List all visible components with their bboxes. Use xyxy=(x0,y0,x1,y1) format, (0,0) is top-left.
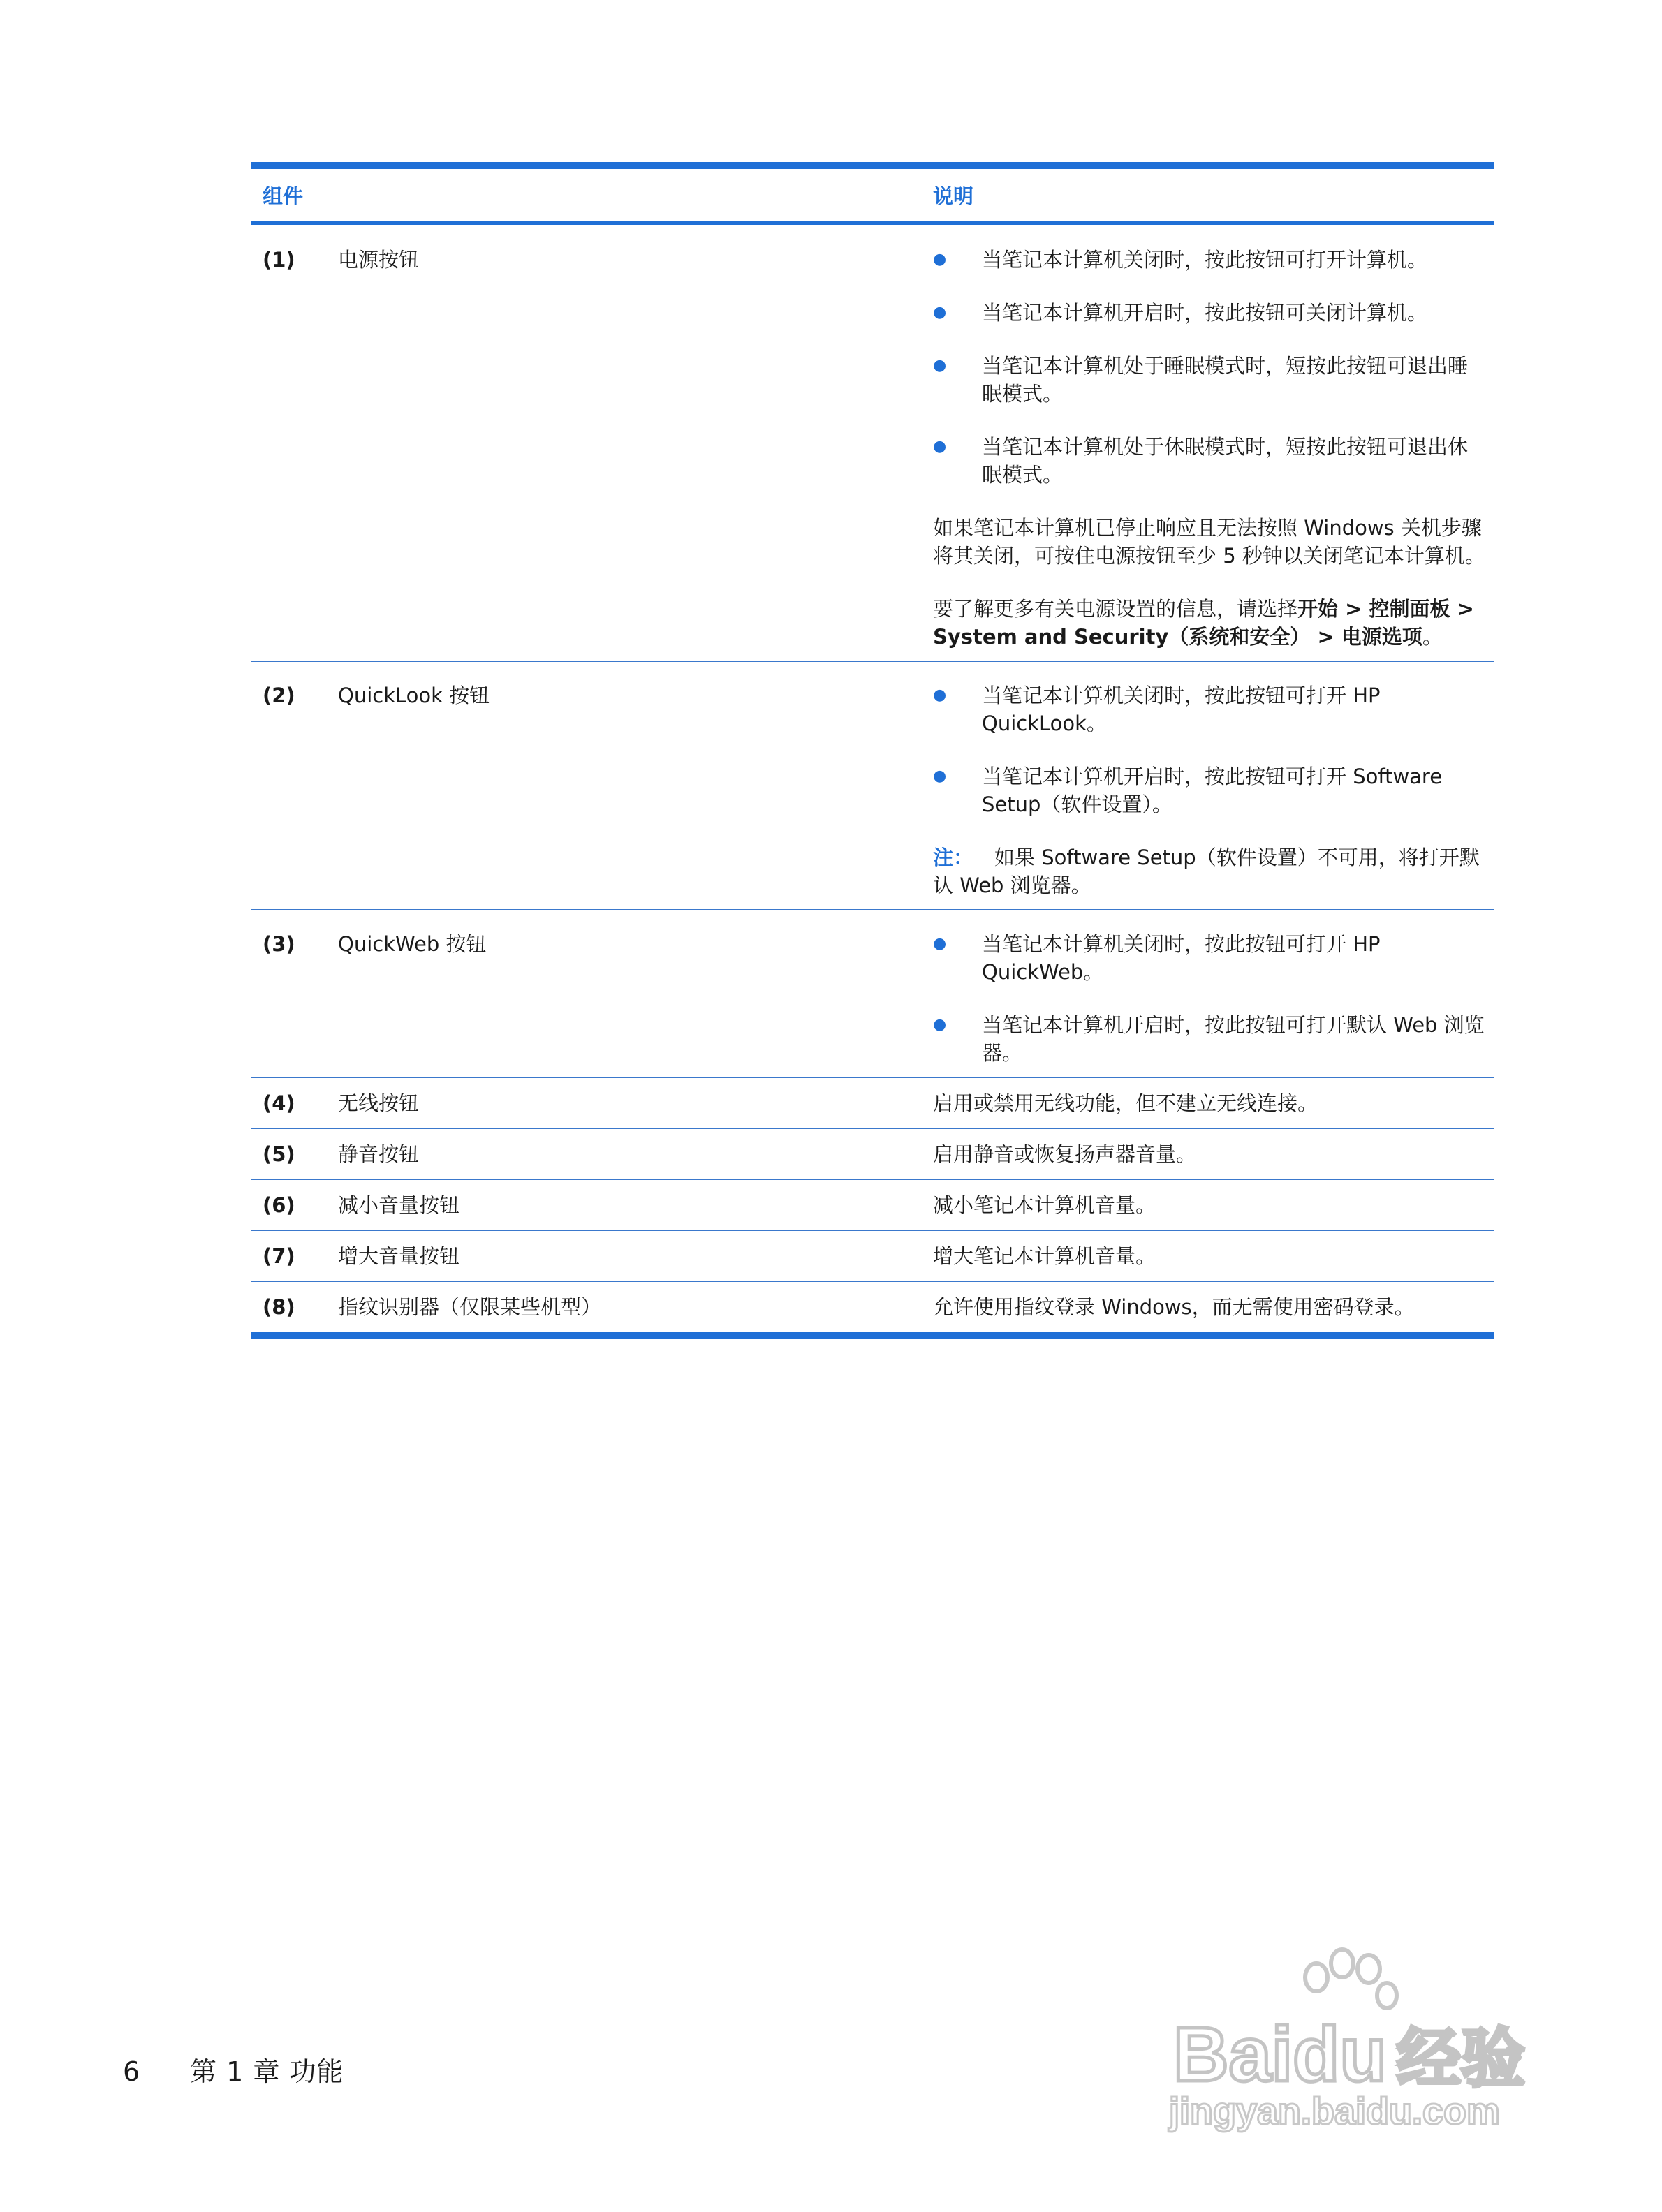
bullet-icon: ● xyxy=(933,767,947,785)
component-description: 启用或禁用无线功能，但不建立无线连接。 xyxy=(933,1091,1318,1115)
list-item xyxy=(933,681,1487,737)
row-number: (3) xyxy=(263,932,295,956)
component-description xyxy=(933,930,1494,1067)
row-number: (2) xyxy=(263,684,295,707)
row-number: (7) xyxy=(263,1244,295,1268)
component-name: 静音按钮 xyxy=(338,1142,420,1166)
list-item xyxy=(933,1011,1487,1067)
list-item xyxy=(933,299,1487,327)
watermark-label: 经验 xyxy=(1397,2021,1526,2096)
bullet-icon: ● xyxy=(933,935,947,952)
header-component: 组件 xyxy=(263,184,304,208)
bullet-icon: ● xyxy=(933,357,947,374)
bullet-text: 当笔记本计算机处于休眠模式时，短按此按钮可退出休眠模式。 xyxy=(982,435,1469,487)
table-row xyxy=(251,1078,1494,1128)
menu-path: 开始 > 控制面板 > System and Security（系统和安全） > 电源选项 xyxy=(933,597,1474,649)
component-name: QuickWeb 按钮 xyxy=(338,932,487,956)
table-header xyxy=(251,169,1494,221)
component-name: 减小音量按钮 xyxy=(338,1193,460,1217)
bullet-icon: ● xyxy=(933,304,947,321)
table-row xyxy=(251,1231,1494,1281)
component-name: 电源按钮 xyxy=(338,248,420,272)
row-number: (5) xyxy=(263,1142,295,1166)
bullet-text: 当笔记本计算机开启时，按此按钮可关闭计算机。 xyxy=(982,301,1428,325)
bullet-icon: ● xyxy=(933,438,947,455)
bullet-text: 当笔记本计算机关闭时，按此按钮可打开 HP QuickLook。 xyxy=(982,684,1381,735)
component-description xyxy=(933,681,1494,899)
bullet-text: 当笔记本计算机开启时，按此按钮可打开 Software Setup（软件设置）。 xyxy=(982,765,1443,816)
page-number: 6 xyxy=(123,2056,140,2087)
watermark-url: jingyan.baidu.com xyxy=(1169,2091,1501,2132)
row-number: (8) xyxy=(263,1295,295,1319)
note-label: 注： xyxy=(933,846,974,869)
component-name: 增大音量按钮 xyxy=(338,1244,460,1268)
row-number: (1) xyxy=(263,248,295,272)
note-text: 如果 Software Setup（软件设置）不可用，将打开默认 Web 浏览器。 xyxy=(933,846,1480,897)
list-item xyxy=(933,433,1487,489)
component-table xyxy=(251,162,1494,1339)
table-row xyxy=(251,225,1494,661)
list-item xyxy=(933,762,1487,818)
note xyxy=(933,843,1487,899)
chapter-title: 第 1 章 功能 xyxy=(190,2056,344,2087)
component-name: QuickLook 按钮 xyxy=(338,684,490,707)
bullet-text: 当笔记本计算机关闭时，按此按钮可打开计算机。 xyxy=(982,248,1428,272)
list-item xyxy=(933,352,1487,408)
header-description: 说明 xyxy=(933,184,974,208)
component-description: 启用静音或恢复扬声器音量。 xyxy=(933,1142,1197,1166)
row-number: (6) xyxy=(263,1193,295,1217)
baidu-watermark-logo xyxy=(1159,1934,1550,2137)
paragraph-prefix: 要了解更多有关电源设置的信息，请选择 xyxy=(933,597,1298,621)
page-footer xyxy=(123,2050,344,2088)
bullet-text: 当笔记本计算机关闭时，按此按钮可打开 HP QuickWeb。 xyxy=(982,932,1381,984)
bullet-icon: ● xyxy=(933,251,947,268)
bullet-icon: ● xyxy=(933,686,947,704)
bullet-text: 当笔记本计算机开启时，按此按钮可打开默认 Web 浏览器。 xyxy=(982,1013,1485,1065)
row-number: (4) xyxy=(263,1091,295,1115)
component-name: 指纹识别器（仅限某些机型） xyxy=(338,1295,602,1319)
list-item xyxy=(933,246,1487,274)
table-row xyxy=(251,910,1494,1077)
component-name: 无线按钮 xyxy=(338,1091,420,1115)
table-row xyxy=(251,662,1494,909)
table-row xyxy=(251,1129,1494,1179)
bullet-text: 当笔记本计算机处于睡眠模式时，短按此按钮可退出睡眠模式。 xyxy=(982,354,1469,406)
list-item xyxy=(933,930,1487,986)
component-description: 允许使用指纹登录 Windows，而无需使用密码登录。 xyxy=(933,1295,1415,1319)
paragraph-suffix: 。 xyxy=(1422,625,1443,649)
watermark-brand: Baidu xyxy=(1173,2012,1387,2097)
table-row xyxy=(251,1180,1494,1230)
table-row xyxy=(251,1282,1494,1332)
table-top-rule xyxy=(251,162,1494,169)
bullet-icon: ● xyxy=(933,1016,947,1033)
component-description: 增大笔记本计算机音量。 xyxy=(933,1244,1156,1268)
table-bottom-rule xyxy=(251,1332,1494,1339)
component-description xyxy=(933,246,1494,651)
power-settings-paragraph xyxy=(933,595,1487,651)
component-description: 减小笔记本计算机音量。 xyxy=(933,1193,1156,1217)
description-paragraph: 如果笔记本计算机已停止响应且无法按照 Windows 关机步骤将其关闭，可按住电源按钮至少 5 秒钟以关闭笔记本计算机。 xyxy=(933,516,1485,568)
